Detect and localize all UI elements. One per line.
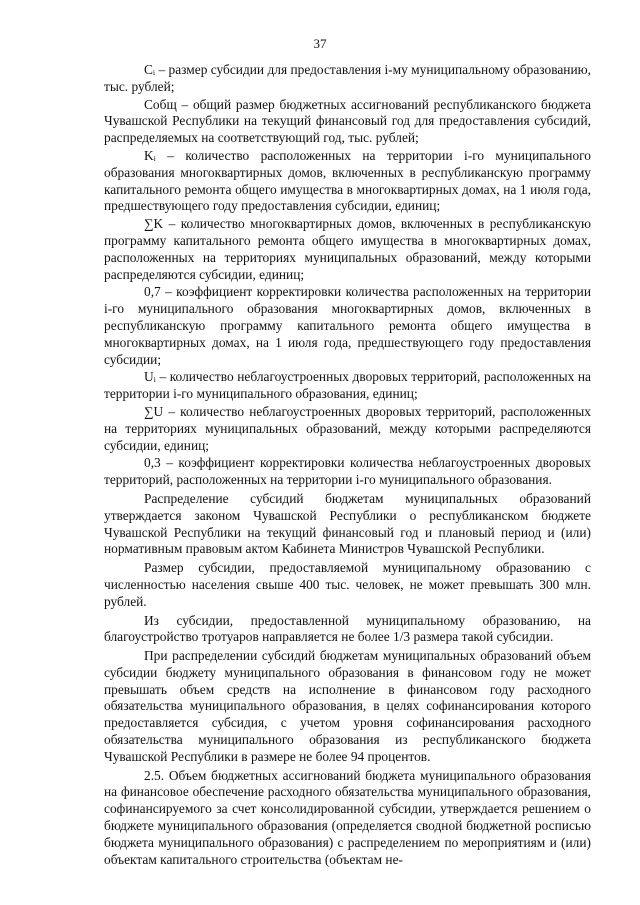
paragraph-2-5: 2.5. Объем бюджетных ассигнований бюджета муниципального образования на финансовое обеспечение расходного обязательства муниципального образования, софинансируемого за счет консолидированной субсидии, утверждается решением о бюджете муниципального образования (определяется сводной бюджетной росписью бюджета муниципального образования) с распределением по мероприятиям и (или) объектам капитального строительства (объектам не- (104, 767, 591, 867)
paragraph-sidewalks: Из субсидии, предоставленной муниципальному образованию, на благоустройство тротуаров направляется не более 1/3 размера такой субсидии. (104, 612, 591, 645)
definition-coefficient-0-7: 0,7 – коэффициент корректировки количества расположенных на территории i-го муниципального образования многоквартирных домов, включенных в республиканскую программу капитального ремонта общего имущества в многоквартирных домах, на 1 июля года, предшествующего году предоставления субсидии; (104, 284, 591, 367)
definition-sum-u: ∑U – количество неблагоустроенных дворовых территорий, расположенных на территориях муниципальных образований, между которыми распределяются субсидии, единиц; (104, 403, 591, 453)
paragraph-cofinancing: При распределении субсидий бюджетам муниципальных образований объем субсидии бюджету муниципального образования в финансовом году не может превышать объем средств на исполнение в финансовом году расходного обязательства муниципального образования, в целях софинансирования которого предоставляется субсидия, с учетом уровня софинансирования расходного обязательства муниципального образования из республиканского бюджета Чувашской Республики в размере не более 94 процентов. (104, 648, 591, 764)
definition-coefficient-0-3: 0,3 – коэффициент корректировки количества неблагоустроенных дворовых территорий, расположенных на территории i-го муниципального образования. (104, 455, 591, 488)
paragraph-distribution-approval: Распределение субсидий бюджетам муниципальных образований утверждается законом Чувашской Республики о республиканском бюджете Чувашской Республики на текущий финансовый год и плановый период и (или) нормативным правовым актом Кабинета Министров Чувашской Республики. (104, 490, 591, 557)
definition-ui: Uᵢ – количество неблагоустроенных дворовых территорий, расположенных на территории i-го муниципального образования, единиц; (104, 369, 591, 402)
paragraph-subsidy-limit: Размер субсидии, предоставляемой муниципальному образованию с численностью населения свыше 400 тыс. человек, не может превышать 300 млн. рублей. (104, 560, 591, 609)
definition-sum-k: ∑K – количество многоквартирных домов, включенных в республиканскую программу капитального ремонта общего имущества в многоквартирных домах, расположенных на территориях муниципальных образований, между которыми распределяются субсидии, единиц; (104, 216, 591, 282)
definition-ki: Kᵢ – количество расположенных на территории i-го муниципального образования многоквартирных домов, включенных в республиканскую программу капитального ремонта общего имущества в многоквартирных домах, на 1 июля года, предшествующего году предоставления субсидии, единиц; (104, 147, 591, 214)
document-body (104, 62, 591, 869)
definition-c-total: Cобщ – общий размер бюджетных ассигнований республиканского бюджета Чувашской Республики на текущий финансовый год для предоставления субсидий, распределяемых на соответствующий год, тыс. рублей; (104, 96, 591, 146)
definition-ci: Cᵢ – размер субсидии для предоставления i-му муниципальному образованию, тыс. рублей; (104, 62, 591, 94)
page-number: 37 (313, 36, 327, 51)
